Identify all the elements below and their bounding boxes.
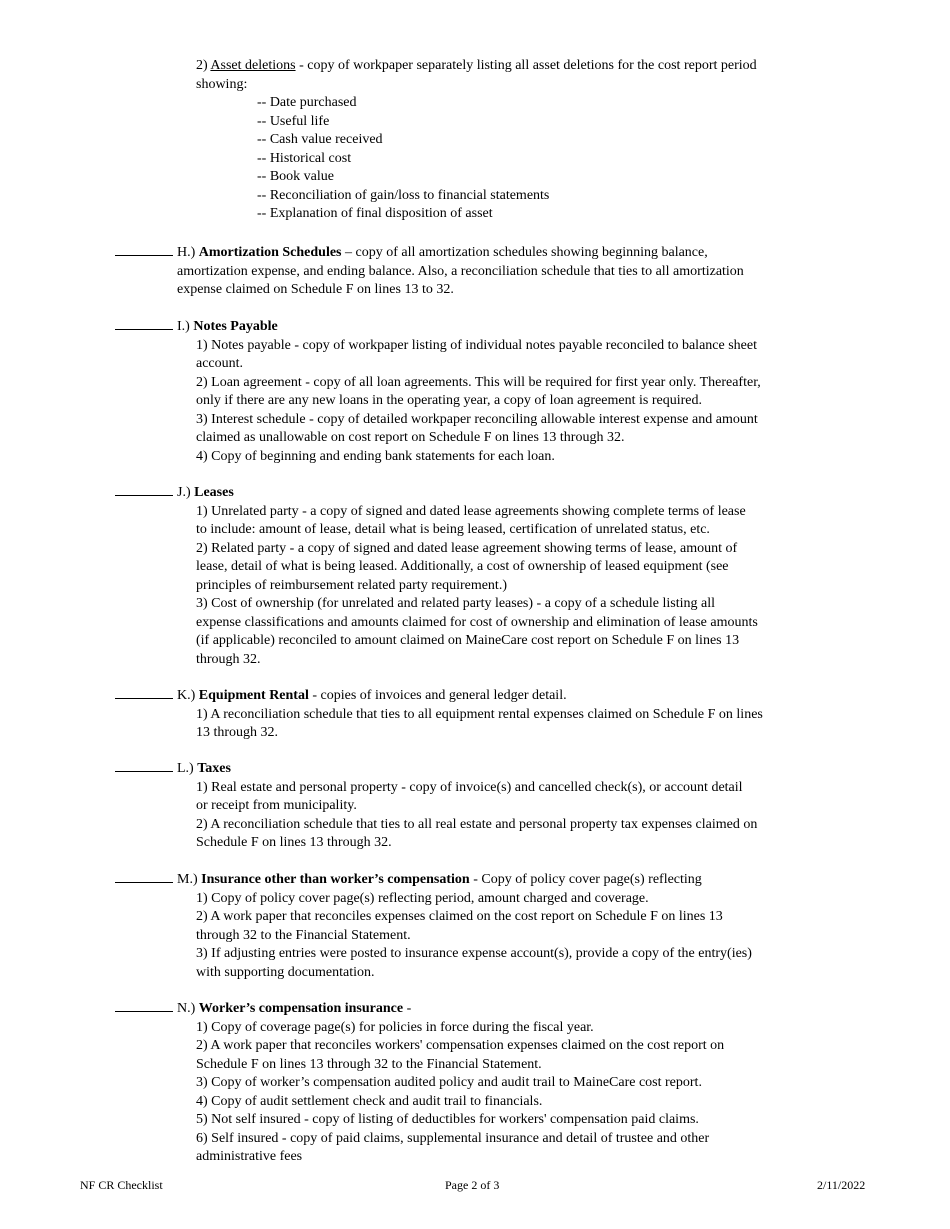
list-item: 1) Unrelated party - a copy of signed and dated lease agreements showing complete terms of lease: [196, 503, 746, 519]
section-letter: H.): [177, 245, 196, 260]
section-items: [196, 503, 804, 670]
section-items: [196, 337, 804, 467]
list-item: (if applicable) reconciled to amount claimed on MaineCare cost report on Schedule F on lines 13: [196, 633, 740, 648]
list-item: 1) Notes payable - copy of workpaper listing of individual notes payable reconciled to balance sheet: [196, 337, 757, 353]
list-item: 2) A work paper that reconciles expenses claimed on the cost report on Schedule F on lines 13: [196, 909, 723, 924]
section-text: amortization expense, and ending balance. Also, a reconciliation schedule that ties to all amortization: [177, 263, 744, 279]
section-n: [115, 997, 815, 1167]
list-item: 3) Interest schedule - copy of detailed workpaper reconciling allowable interest expense and amount: [196, 411, 758, 427]
asset-deletions-text-2: showing:: [196, 76, 248, 92]
section-m: [115, 868, 815, 982]
section-title: Taxes: [197, 761, 231, 776]
section-text: – copy of all amortization schedules showing beginning balance,: [341, 245, 708, 260]
checkbox-blank-j[interactable]: [115, 481, 173, 496]
section-h: [115, 241, 815, 300]
checkbox-blank-m[interactable]: [115, 868, 173, 883]
list-item: through 32.: [196, 651, 261, 667]
section-title: Notes Payable: [193, 319, 278, 334]
list-item: 6) Self insured - copy of paid claims, supplemental insurance and detail of trustee and other: [196, 1130, 710, 1146]
section-j: [115, 481, 815, 669]
section-text: - copies of invoices and general ledger detail.: [308, 688, 567, 703]
list-item: account.: [196, 356, 244, 371]
list-item: 2) A work paper that reconciles workers' compensation expenses claimed on the cost report on: [196, 1038, 725, 1053]
list-item: 1) Real estate and personal property - copy of invoice(s) and cancelled check(s), or account detail: [196, 779, 743, 795]
section-i: [115, 315, 815, 466]
list-item: -- Date purchased: [257, 95, 357, 110]
section-title: Amortization Schedules: [198, 245, 342, 260]
asset-deletions-title: Asset deletions: [210, 58, 296, 73]
list-item: 1) Copy of policy cover page(s) reflecting period, amount charged and coverage.: [196, 890, 649, 906]
list-item: -- Useful life: [257, 113, 330, 129]
section-letter: N.): [177, 1001, 196, 1016]
list-item: through 32 to the Financial Statement.: [196, 927, 411, 943]
checkbox-blank-n[interactable]: [115, 997, 173, 1012]
section-l: [115, 757, 815, 853]
list-item: or receipt from municipality.: [196, 798, 357, 813]
list-item: claimed as unallowable on cost report on Schedule F on lines 13 through 32.: [196, 430, 625, 445]
section-letter: M.): [177, 872, 198, 887]
list-item: 1) Copy of coverage page(s) for policies in force during the fiscal year.: [196, 1019, 594, 1035]
list-item: -- Explanation of final disposition of asset: [257, 206, 493, 221]
asset-deletions-block: [196, 57, 806, 224]
section-text: -: [403, 1001, 412, 1016]
list-item: 4) Copy of audit settlement check and audit trail to financials.: [196, 1093, 543, 1109]
section-title: Insurance other than worker’s compensation: [201, 872, 470, 887]
list-item: 2) A reconciliation schedule that ties to all real estate and personal property tax expenses claimed on: [196, 816, 758, 832]
checkbox-blank-l[interactable]: [115, 757, 173, 772]
list-item: 2) Related party - a copy of signed and dated lease agreement showing terms of lease, amount of: [196, 540, 738, 556]
list-item: -- Historical cost: [257, 150, 352, 166]
list-item: Schedule F on lines 13 through 32 to the Financial Statement.: [196, 1056, 542, 1072]
list-item: 2) Loan agreement - copy of all loan agreements. This will be required for first year only. Thereafter,: [196, 374, 761, 390]
section-letter: L.): [177, 761, 194, 776]
section-k: [115, 684, 815, 743]
footer-page-number: Page 2 of 3: [445, 1178, 500, 1192]
list-item: 13 through 32.: [196, 725, 279, 740]
list-item: to include: amount of lease, detail what is being leased, certification of unrelated status, etc.: [196, 522, 710, 537]
list-item: Schedule F on lines 13 through 32.: [196, 835, 392, 850]
list-item: administrative fees: [196, 1149, 303, 1164]
item-number: 2): [196, 58, 208, 73]
section-title: Worker’s compensation insurance: [198, 1001, 404, 1016]
footer-document-name: NF CR Checklist: [80, 1178, 163, 1192]
section-items: [196, 706, 804, 743]
section-letter: I.): [177, 319, 190, 334]
section-items: [196, 890, 804, 983]
list-item: -- Reconciliation of gain/loss to financial statements: [257, 187, 550, 203]
list-item: 3) Copy of worker’s compensation audited policy and audit trail to MaineCare cost report.: [196, 1075, 702, 1090]
section-items: [196, 779, 804, 853]
list-item: -- Cash value received: [257, 132, 383, 147]
list-item: 1) A reconciliation schedule that ties to all equipment rental expenses claimed on Schedule F on lines: [196, 706, 763, 722]
checkbox-blank-i[interactable]: [115, 315, 173, 330]
section-title: Equipment Rental: [198, 688, 309, 703]
checkbox-blank-k[interactable]: [115, 684, 173, 699]
section-letter: K.): [177, 688, 196, 703]
asset-deletions-list: [257, 94, 806, 224]
list-item: only if there are any new loans in the operating year, a copy of loan agreement is required.: [196, 393, 702, 408]
list-item: -- Book value: [257, 169, 334, 184]
footer-date: 2/11/2022: [817, 1178, 866, 1192]
list-item: 5) Not self insured - copy of listing of deductibles for workers' compensation paid claims.: [196, 1112, 699, 1127]
list-item: 3) If adjusting entries were posted to insurance expense account(s), provide a copy of the entry(ies): [196, 946, 752, 961]
list-item: principles of reimbursement related party requirement.): [196, 577, 507, 593]
section-text: expense claimed on Schedule F on lines 13 to 32.: [177, 282, 454, 297]
checkbox-blank-h[interactable]: [115, 241, 173, 256]
asset-deletions-text: - copy of workpaper separately listing all asset deletions for the cost report period: [295, 58, 757, 73]
list-item: with supporting documentation.: [196, 964, 375, 980]
asset-deletions-heading: [196, 57, 806, 76]
list-item: 3) Cost of ownership (for unrelated and related party leases) - a copy of a schedule listing all: [196, 596, 715, 611]
list-item: 4) Copy of beginning and ending bank statements for each loan.: [196, 448, 555, 464]
section-title: Leases: [194, 485, 234, 500]
section-text: - Copy of policy cover page(s) reflecting: [469, 872, 702, 887]
section-items: [196, 1019, 804, 1167]
list-item: lease, detail of what is being leased. Additionally, a cost of ownership of leased equipment (see: [196, 559, 729, 574]
list-item: expense classifications and amounts claimed for cost of ownership and elimination of lease amounts: [196, 614, 758, 630]
section-letter: J.): [177, 485, 191, 500]
